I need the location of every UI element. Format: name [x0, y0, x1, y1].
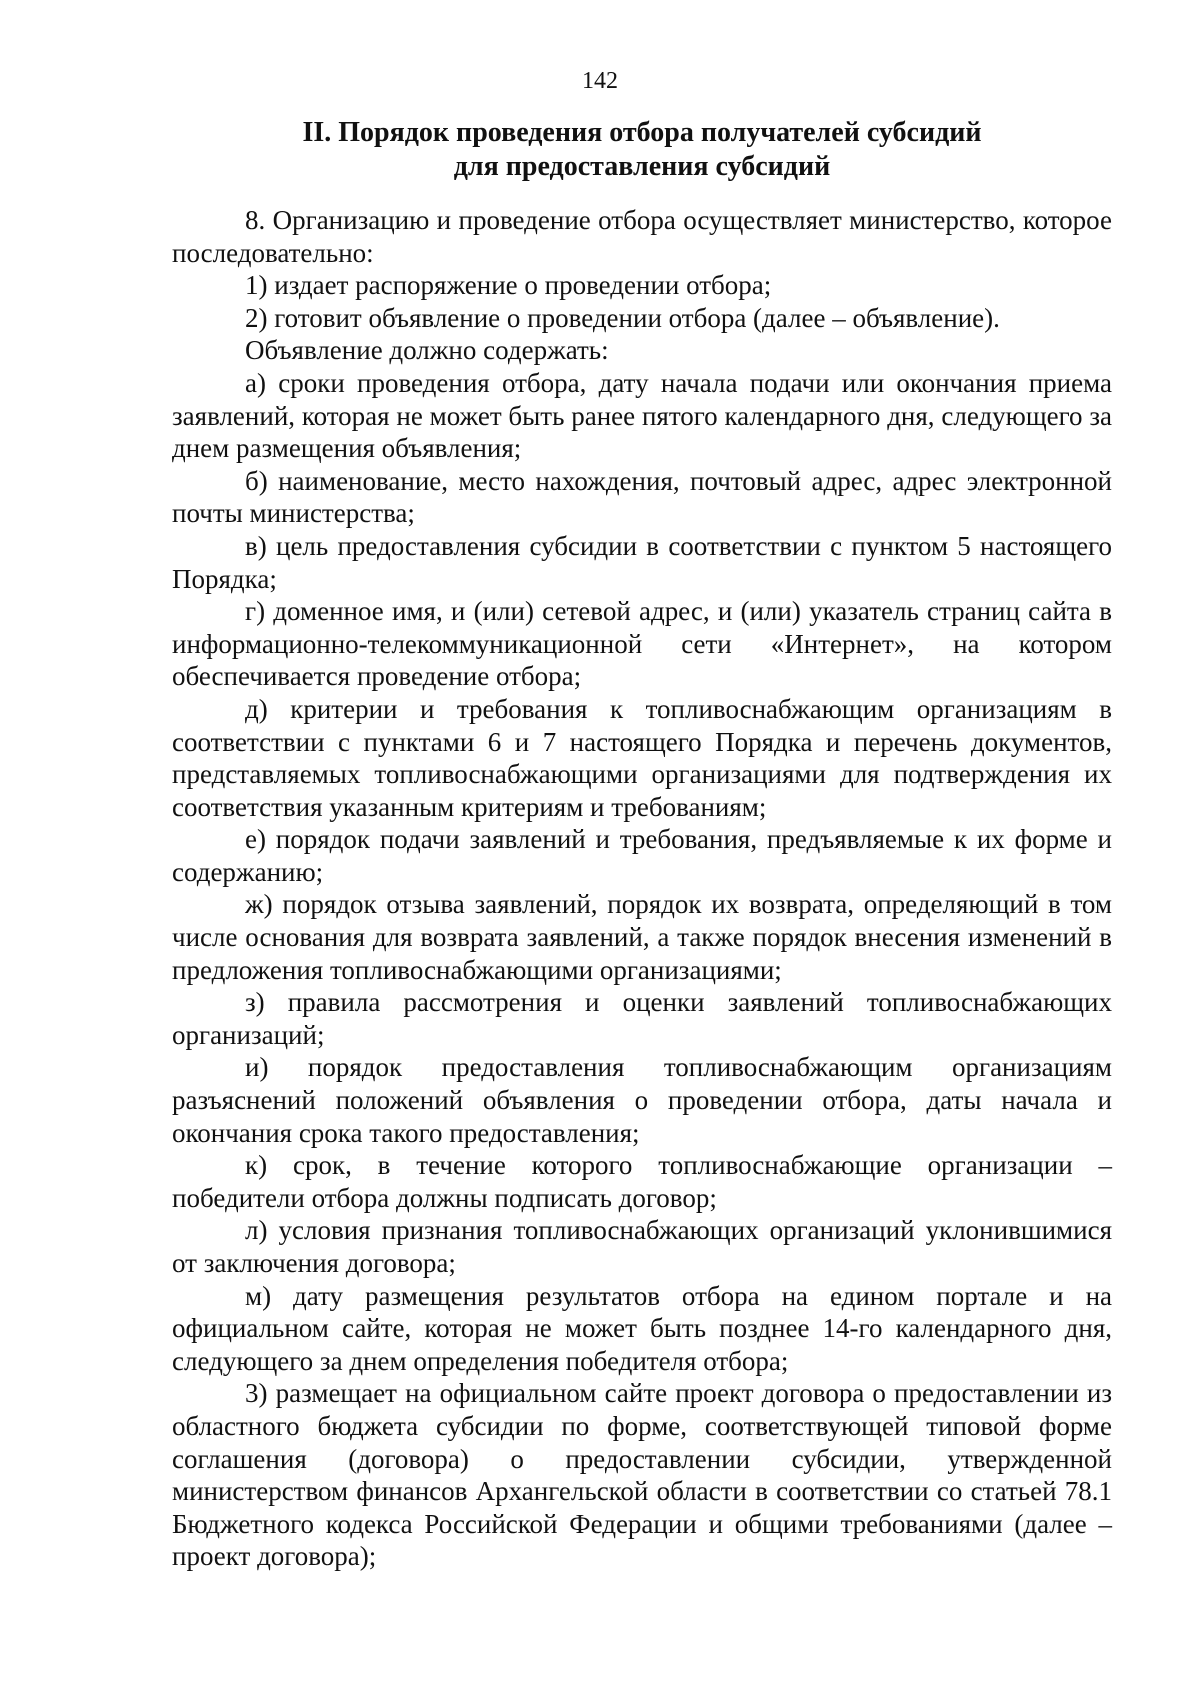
paragraph-subitem-g: г) доменное имя, и (или) сетевой адрес, и (или) указатель страниц сайта в информационно-телекоммуникационной сети «Интернет», на котором обеспечивается проведение отбора;: [172, 596, 1112, 692]
paragraph-subitem-d: д) критерии и требования к топливоснабжающим организациям в соответствии с пунктами 6 и 7 настоящего Порядка и перечень документов, представляемых топливоснабжающими организациями для подтверждения их соответствия указанным критериям и требованиям;: [172, 693, 1112, 822]
paragraph-subitem-b: б) наименование, место нахождения, почтовый адрес, адрес электронной почты министерства;: [172, 465, 1112, 529]
paragraph-subitem-e: е) порядок подачи заявлений и требования, предъявляемые к их форме и содержанию;: [172, 824, 1112, 887]
paragraph-8-intro: 8. Организацию и проведение отбора осуществляет министерство, которое последовательно:: [172, 205, 1112, 268]
paragraph-announcement-contents: Объявление должно содержать:: [245, 335, 609, 366]
section-heading-line-2: для предоставления субсидий: [453, 151, 831, 182]
body-text: [172, 204, 1112, 1573]
paragraph-item-3: 3) размещает на официальном сайте проект договора о предоставлении из областного бюджета субсидии по форме, соответствующей типовой форме соглашения (договора) о предоставлении субсидии, утвержденной министерством финансов Архангельской области в соответствии со статьей 78.1 Бюджетного кодекса Российской Федерации и общими требованиями (далее – проект договора);: [172, 1378, 1112, 1572]
paragraph-subitem-zh: ж) порядок отзыва заявлений, порядок их возврата, определяющий в том числе основания для возврата заявлений, а также порядок внесения изменений в предложения топливоснабжающими организациями;: [172, 889, 1112, 985]
paragraph-item-2: 2) готовит объявление о проведении отбора (далее – объявление).: [245, 302, 1000, 333]
paragraph-subitem-m: м) дату размещения результатов отбора на едином портале и на официальном сайте, которая не может быть позднее 14-го календарного дня, следующего за днем определения победителя отбора;: [172, 1280, 1112, 1376]
paragraph-subitem-l: л) условия признания топливоснабжающих организаций уклонившимися от заключения договора;: [172, 1215, 1112, 1278]
paragraph-subitem-v: в) цель предоставления субсидии в соответствии с пунктом 5 настоящего Порядка;: [172, 530, 1112, 594]
paragraph-subitem-i: и) порядок предоставления топливоснабжающим организациям разъяснений положений объявления о проведении отбора, даты начала и окончания срока такого предоставления;: [172, 1052, 1112, 1148]
paragraph-subitem-z: з) правила рассмотрения и оценки заявлений топливоснабжающих организаций;: [172, 987, 1112, 1050]
paragraph-item-1: 1) издает распоряжение о проведении отбора;: [245, 270, 772, 301]
page-number: 142: [582, 68, 618, 94]
paragraph-subitem-k: к) срок, в течение которого топливоснабжающие организации – победители отбора должны подписать договор;: [172, 1150, 1112, 1213]
section-heading-line-1: II. Порядок проведения отбора получателей субсидий: [302, 117, 982, 148]
section-heading: [172, 116, 1112, 184]
paragraph-subitem-a: а) сроки проведения отбора, дату начала подачи или окончания приема заявлений, которая не может быть ранее пятого календарного дня, следующего за днем размещения объявления;: [172, 367, 1112, 464]
